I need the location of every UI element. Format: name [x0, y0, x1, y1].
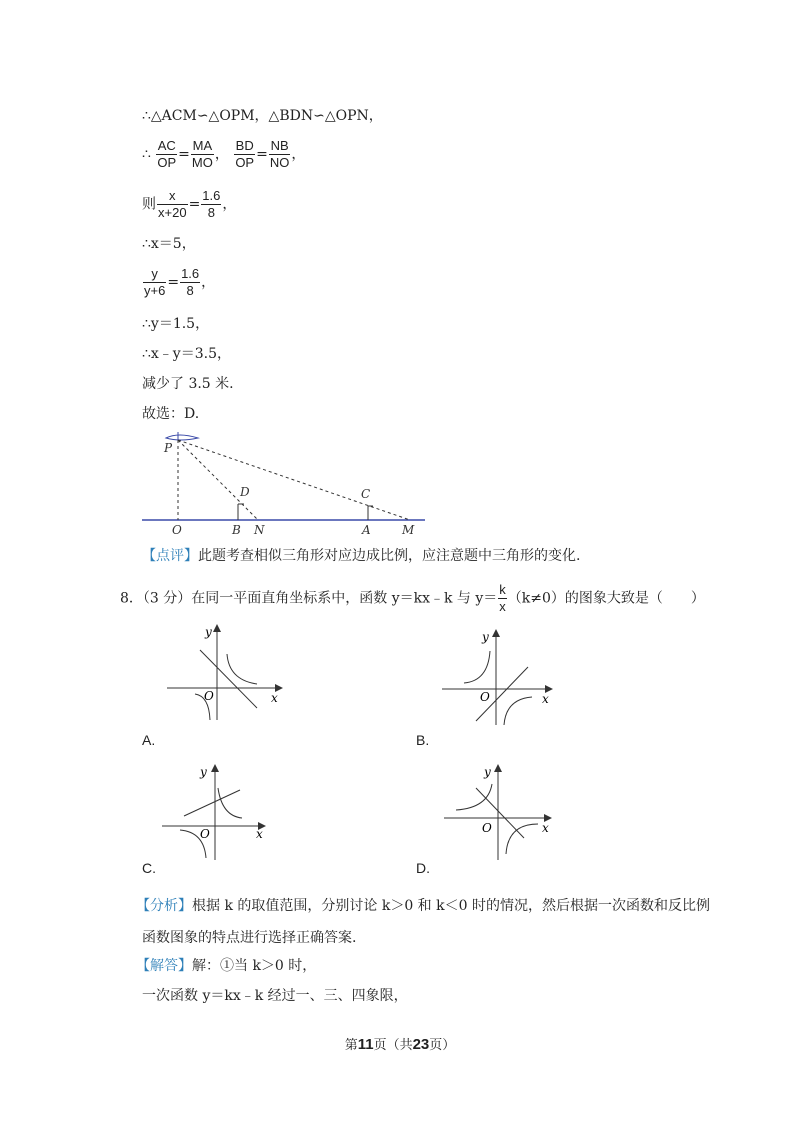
svg-text:y: y	[200, 765, 207, 779]
fraction-1-6-over-8: $\frac{1.6}{8}$	[202, 188, 221, 220]
svg-text:x: x	[542, 821, 549, 835]
svg-text:O: O	[482, 821, 492, 835]
question-8: 8．（3 分）在同一平面直角坐标系中，函数 y＝kx﹣k 与 y＝ $\frac{k}{x}$ （k≠0）的图象大致是（ ）	[120, 582, 705, 614]
proof-line-conclusion: 减少了 3.5 米.	[142, 376, 234, 392]
svg-text:O: O	[200, 827, 210, 841]
hyperbola-branch-2	[506, 824, 538, 854]
ray-pm	[178, 440, 410, 520]
fraction-y: $\frac{y}{y+6}$	[144, 266, 166, 298]
label-b: B	[232, 523, 241, 537]
hyperbola-branch-2	[504, 697, 532, 725]
lamp-icon	[166, 435, 198, 440]
hyperbola-branch-1	[456, 784, 492, 810]
svg-text:x: x	[542, 692, 549, 706]
total-pages: 23	[412, 1036, 430, 1053]
fraction-k-over-x: $\frac{k}{x}$	[499, 582, 506, 614]
label-d: D	[240, 485, 250, 499]
analysis-line-1: 【分析】根据 k 的取值范围，分别讨论 k＞0 和 k＜0 时的情况，然后根据一次函数和反比例	[136, 898, 710, 914]
svg-text:y: y	[482, 630, 489, 644]
proof-line-x-result: ∴x＝5，	[142, 236, 196, 252]
label-m: M	[402, 523, 415, 537]
hyperbola-branch-1	[218, 788, 242, 818]
option-a-graph	[165, 622, 290, 722]
svg-text:y: y	[484, 765, 491, 779]
page-footer: 第11页（共23页）	[344, 1036, 456, 1053]
label-c: C	[361, 487, 371, 501]
proof-line-ratios: ∴ $\frac{AC}{OP}$ = $\frac{MA}{MO}$ ， $\frac{BD}{OP}$ = $\frac{NB}{NO}$ ，	[142, 138, 306, 170]
label-n: N	[254, 523, 265, 537]
fraction-1-6-over-8-b: $\frac{1.6}{8}$	[181, 266, 200, 298]
fraction-ac-op: $\frac{AC}{OP}$	[157, 138, 177, 170]
option-c-graph	[160, 762, 285, 862]
fraction-ma-mo: $\frac{MA}{MO}$	[191, 138, 213, 170]
analysis-line-2: 函数图象的特点进行选择正确答案.	[142, 930, 357, 946]
geometry-figure	[140, 428, 440, 538]
option-c-label[interactable]: C.	[142, 860, 156, 876]
option-b-label[interactable]: B.	[416, 732, 430, 748]
fraction-x: $\frac{x}{x+20}$	[158, 188, 187, 220]
svg-text:y: y	[205, 625, 212, 639]
label-o: O	[172, 523, 182, 537]
svg-text:O: O	[480, 690, 490, 704]
analysis-tag: 【分析】	[136, 898, 192, 914]
option-d-label[interactable]: D.	[416, 860, 430, 876]
answer-line-1: 【解答】解：①当 k＞0 时，	[136, 958, 317, 974]
option-b-graph	[440, 627, 565, 727]
proof-line-difference: ∴x﹣y＝3.5，	[142, 346, 231, 362]
proof-line-choice: 故选：D.	[142, 406, 200, 422]
fraction-nb-no: $\frac{NB}{NO}$	[269, 138, 290, 170]
comment-paragraph: 【点评】此题考查相似三角形对应边成比例，应注意题中三角形的变化.	[142, 548, 581, 564]
proof-line-similar: ∴△ACM∽△OPM，△BDN∽△OPN，	[142, 108, 383, 124]
hyperbola-branch-1	[464, 651, 490, 683]
label-a: A	[362, 523, 371, 537]
option-a-label[interactable]: A.	[142, 732, 156, 748]
comment-tag: 【点评】	[142, 548, 198, 564]
svg-text:O: O	[204, 689, 214, 703]
label-p: P	[164, 441, 173, 455]
proof-line-x-equation: 则 $\frac{x}{x+20}$ = $\frac{1.6}{8}$ ，	[142, 188, 237, 220]
answer-line-2: 一次函数 y＝kx﹣k 经过一、三、四象限，	[142, 988, 408, 1004]
answer-tag: 【解答】	[136, 958, 192, 974]
current-page: 11	[357, 1036, 374, 1053]
hyperbola-branch-1	[227, 654, 257, 684]
option-d-graph	[442, 762, 567, 862]
ray-pn	[178, 440, 258, 520]
svg-text:x: x	[256, 827, 263, 841]
proof-line-y-equation: $\frac{y}{y+6}$ = $\frac{1.6}{8}$ ，	[144, 266, 216, 298]
linear-line	[184, 790, 240, 816]
proof-line-y-result: ∴y＝1.5，	[142, 316, 210, 332]
fraction-bd-op: $\frac{BD}{OP}$	[235, 138, 255, 170]
svg-text:x: x	[271, 691, 278, 705]
